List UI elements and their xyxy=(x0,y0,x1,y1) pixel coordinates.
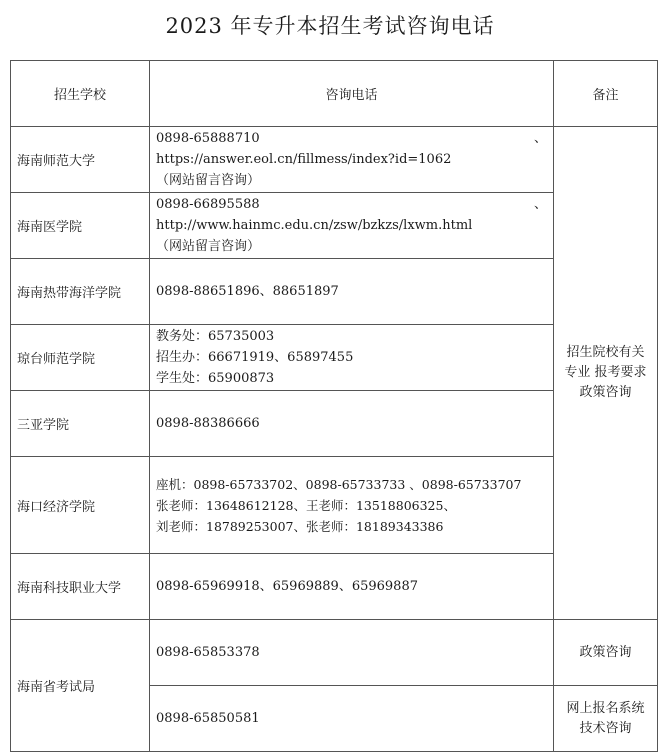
phone-number: 招生办：66671919、65897455 xyxy=(156,350,354,365)
phone-number: 张老师：13648612128、王老师：13518806325、 xyxy=(156,497,456,513)
shared-note xyxy=(554,127,658,620)
phone-number: 0898-65888710 xyxy=(156,131,260,146)
separator: 、 xyxy=(533,131,547,146)
phone-number: 0898-65969918、65969889、65969887 xyxy=(156,579,418,594)
phone-number: 学生处：65900873 xyxy=(156,371,275,386)
phone-number: 0898-66895588 xyxy=(156,197,260,212)
phone-note: （网站留言咨询） xyxy=(156,173,261,188)
phone-cell xyxy=(150,193,554,259)
contact-table xyxy=(10,60,658,752)
table-row xyxy=(11,620,658,686)
phone-number: 教务处：65735003 xyxy=(156,329,275,344)
phone-number: 座机：0898-65733702、0898-65733733 、0898-65733707 xyxy=(156,476,522,492)
phone-number: 刘老师：18789253007、张老师：18189343386 xyxy=(156,518,444,534)
school-name: 琼台师范学院 xyxy=(11,325,150,391)
header-school: 招生学校 xyxy=(11,61,150,127)
phone-number: 0898-65853378 xyxy=(156,645,260,660)
table-row xyxy=(11,127,658,193)
phone-cell xyxy=(150,391,554,457)
note-text: 招生院校有关专业 报考要求政策咨询 xyxy=(564,345,647,400)
note-text: 网上报名系统技术咨询 xyxy=(566,700,645,736)
row-note xyxy=(554,686,658,752)
phone-cell xyxy=(150,686,554,752)
phone-number: 0898-65850581 xyxy=(156,711,260,726)
school-name: 海南热带海洋学院 xyxy=(11,259,150,325)
phone-cell xyxy=(150,620,554,686)
school-name: 海南省考试局 xyxy=(11,620,150,752)
phone-number: 0898-88651896、88651897 xyxy=(156,284,339,299)
website-link[interactable]: https://answer.eol.cn/fillmess/index?id=1062 xyxy=(156,152,452,167)
phone-cell xyxy=(150,457,554,554)
school-name: 海口经济学院 xyxy=(11,457,150,554)
school-name: 海南师范大学 xyxy=(11,127,150,193)
phone-cell xyxy=(150,554,554,620)
row-note: 政策咨询 xyxy=(554,620,658,686)
website-link[interactable]: http://www.hainmc.edu.cn/zsw/bzkzs/lxwm.html xyxy=(156,218,473,233)
phone-number: 0898-88386666 xyxy=(156,416,260,431)
header-note: 备注 xyxy=(554,61,658,127)
header-row xyxy=(11,61,658,127)
separator: 、 xyxy=(533,197,547,212)
school-name: 海南科技职业大学 xyxy=(11,554,150,620)
phone-cell xyxy=(150,325,554,391)
page-title: 2023 年专升本招生考试咨询电话 xyxy=(165,14,495,38)
phone-cell xyxy=(150,259,554,325)
phone-cell xyxy=(150,127,554,193)
phone-note: （网站留言咨询） xyxy=(156,239,261,254)
school-name: 海南医学院 xyxy=(11,193,150,259)
header-phone: 咨询电话 xyxy=(150,61,554,127)
school-name: 三亚学院 xyxy=(11,391,150,457)
